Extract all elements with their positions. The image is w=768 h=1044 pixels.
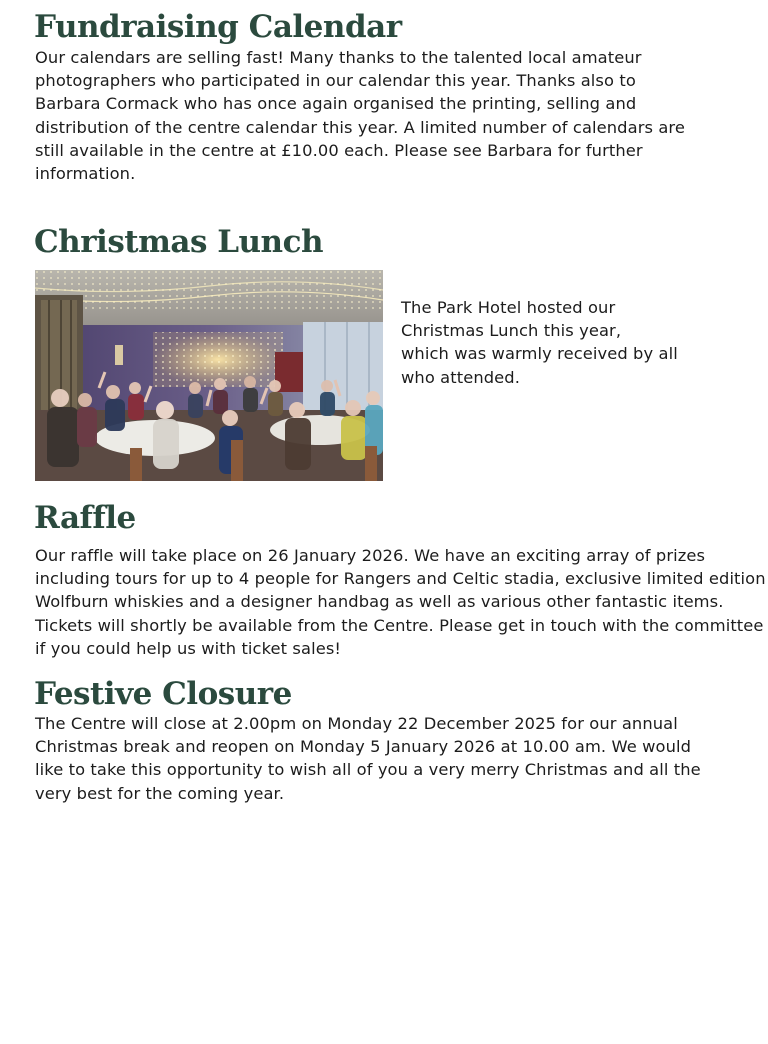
paragraph-line: Christmas break and reopen on Monday 5 January 2026 at 10.00 am. We would bbox=[35, 737, 692, 757]
caption-line: which was warmly received by all bbox=[401, 344, 678, 364]
paragraph-line: Barbara Cormack who has once again organised the printing, selling and bbox=[35, 94, 637, 114]
paragraph-line: Our raffle will take place on 26 January 2026. We have an exciting array of prizes bbox=[35, 546, 706, 565]
christmas-lunch-heading: Christmas Lunch bbox=[34, 224, 324, 260]
paragraph-line: Tickets will shortly be available from the Centre. Please get in touch with the committee bbox=[35, 615, 764, 635]
paragraph-line: Wolfburn whiskies and a designer handbag as well as various other fantastic items. bbox=[35, 592, 724, 612]
caption-line: Christmas Lunch this year, bbox=[401, 321, 622, 341]
raffle-heading: Raffle bbox=[34, 500, 136, 536]
paragraph-line: Our calendars are selling fast! Many thanks to the talented local amateur bbox=[35, 48, 642, 67]
paragraph-line: like to take this opportunity to wish all of you a very merry Christmas and all the bbox=[35, 760, 701, 780]
paragraph-line: if you could help us with ticket sales! bbox=[35, 638, 342, 658]
festive-closure-text bbox=[35, 712, 701, 805]
christmas-lunch-caption bbox=[401, 296, 678, 389]
fundraising-calendar-heading: Fundraising Calendar bbox=[34, 9, 402, 45]
paragraph-line: still available in the centre at £10.00 each. Please see Barbara for further bbox=[35, 140, 643, 160]
festive-closure-heading: Festive Closure bbox=[34, 676, 292, 712]
fundraising-calendar-text bbox=[35, 46, 685, 185]
christmas-lunch-photo bbox=[35, 270, 383, 481]
paragraph-line: distribution of the centre calendar this year. A limited number of calendars are bbox=[35, 117, 685, 137]
paragraph-line: The Centre will close at 2.00pm on Monday 22 December 2025 for our annual bbox=[35, 714, 678, 733]
caption-line: who attended. bbox=[401, 367, 521, 387]
paragraph-line: very best for the coming year. bbox=[35, 783, 285, 803]
paragraph-line: photographers who participated in our calendar this year. Thanks also to bbox=[35, 71, 636, 91]
paragraph-line: information. bbox=[35, 164, 136, 184]
raffle-text bbox=[35, 544, 766, 660]
paragraph-line: including tours for up to 4 people for Rangers and Celtic stadia, exclusive limited edition bbox=[35, 569, 766, 589]
caption-line: The Park Hotel hosted our bbox=[401, 298, 616, 317]
